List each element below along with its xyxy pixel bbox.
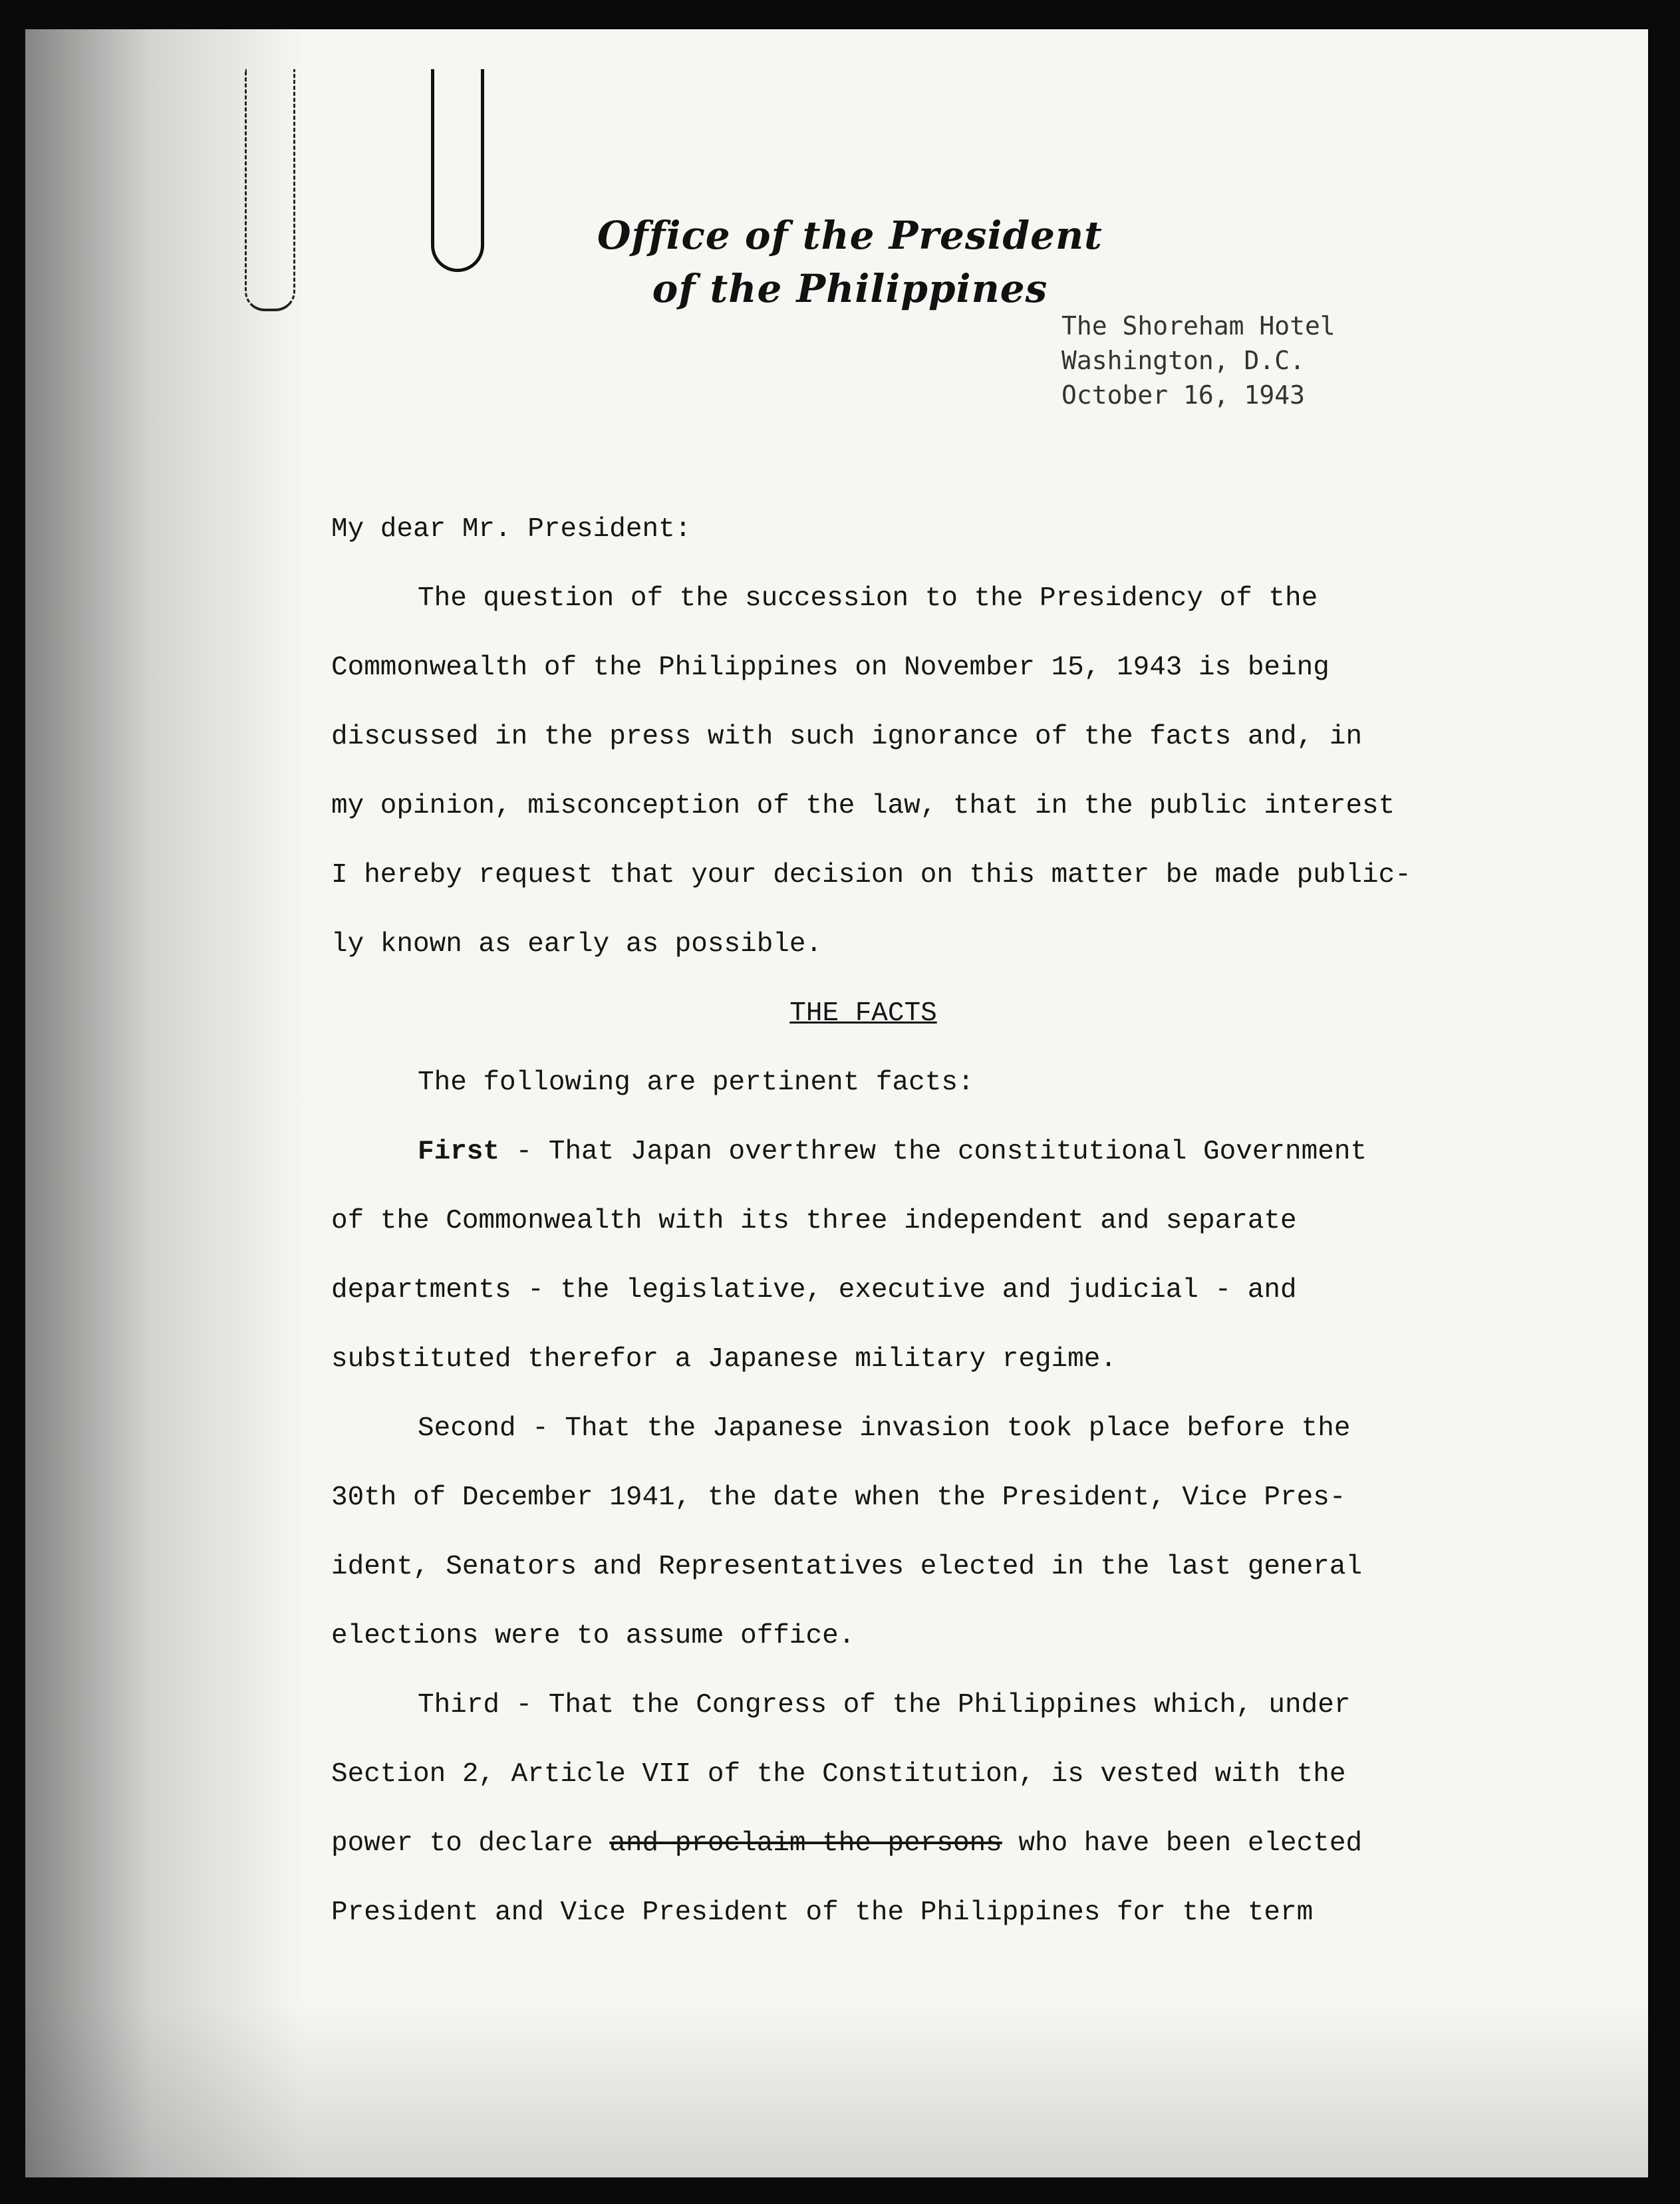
address-line: Washington, D.C.: [1061, 346, 1306, 375]
body-text-run: - That Japan overthrew the constitutional Government: [499, 1137, 1367, 1167]
letterhead: [504, 209, 1196, 315]
letter-date: October 16, 1943: [1061, 380, 1306, 410]
letter-page: [25, 29, 1648, 2177]
body-line: elections were to assume office.: [331, 1621, 855, 1651]
struck-text: and proclaim the persons: [609, 1828, 1002, 1859]
body-line: Second - That the Japanese invasion took place before the: [418, 1413, 1351, 1444]
section-heading-text: THE FACTS: [789, 998, 937, 1029]
body-line: [331, 1809, 1475, 1878]
body-line: discussed in the press with such ignorance of the facts and, in: [331, 722, 1363, 752]
letter-body: [331, 495, 1475, 1947]
body-line: President and Vice President of the Philippines for the term: [331, 1897, 1314, 1928]
fact-label: First: [418, 1137, 500, 1167]
body-line: Section 2, Article VII of the Constitution, is vested with the: [331, 1759, 1346, 1790]
letterhead-line: of the Philippines: [652, 266, 1048, 311]
body-text-run: who have been elected: [1002, 1828, 1363, 1859]
body-line: ly known as early as possible.: [331, 929, 823, 960]
body-line: Third - That the Congress of the Philippines which, under: [418, 1690, 1351, 1721]
handwritten-mark: [245, 69, 295, 311]
body-line: departments - the legislative, executive and judicial - and: [331, 1275, 1297, 1306]
handwritten-mark: [431, 69, 484, 272]
section-heading: [331, 979, 1475, 1048]
letterhead-line: Office of the President: [597, 213, 1103, 258]
salutation: My dear Mr. President:: [331, 514, 692, 545]
sender-address: [1061, 309, 1335, 412]
body-line: The question of the succession to the Presidency of the: [418, 583, 1318, 614]
body-line: my opinion, misconception of the law, that in the public interest: [331, 791, 1395, 821]
body-line: of the Commonwealth with its three independent and separate: [331, 1206, 1297, 1236]
body-line: ident, Senators and Representatives elected in the last general: [331, 1552, 1363, 1582]
body-line: Commonwealth of the Philippines on November 15, 1943 is being: [331, 652, 1330, 683]
body-line: 30th of December 1941, the date when the President, Vice Pres-: [331, 1482, 1346, 1513]
body-line: substituted therefor a Japanese military regime.: [331, 1344, 1117, 1375]
body-line: The following are pertinent facts:: [418, 1067, 974, 1098]
address-line: The Shoreham Hotel: [1061, 311, 1335, 341]
body-line: I hereby request that your decision on this matter be made public-: [331, 860, 1411, 891]
body-line: [331, 1117, 1475, 1186]
body-text-run: power to declare: [331, 1828, 610, 1859]
